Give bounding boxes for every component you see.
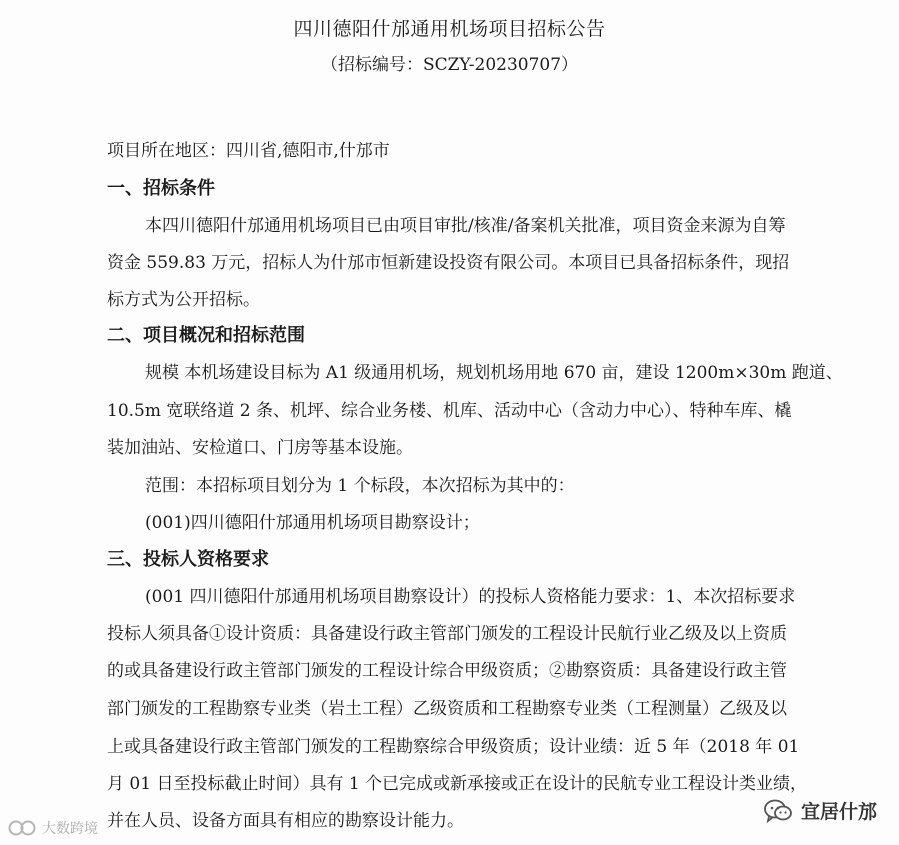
logo-icon (8, 818, 38, 838)
tender-number: （招标编号：SCZY-20230707） (320, 55, 579, 75)
platform-watermark (8, 818, 98, 838)
paragraph-line: 部门颁发的工程勘察专业类（岩土工程）乙级资质和工程勘察专业类（工程测量）乙级及以 (107, 699, 787, 719)
paragraph-line: (001)四川德阳什邡通用机场项目勘察设计； (145, 513, 480, 533)
section-heading-2: 二、项目概况和招标范围 (107, 325, 305, 346)
paragraph-line: 规模 本机场建设目标为 A1 级通用机场，规划机场用地 670 亩，建设 1200m×30m 跑道、 (145, 363, 843, 383)
paragraph-line: 范围：本招标项目划分为 1 个标段，本次招标为其中的： (145, 476, 575, 496)
paragraph-line: 本四川德阳什邡通用机场项目已由项目审批/核准/备案机关批准，项目资金来源为自筹 (145, 216, 786, 236)
wechat-account-name: 宜居什邡 (800, 801, 877, 823)
paragraph-line: 装加油站、安检道口、门房等基本设施。 (107, 438, 413, 458)
paragraph-line: 资金 559.83 万元，招标人为什邡市恒新建设投资有限公司。本项目已具备招标条件，现招 (107, 253, 790, 273)
section-heading-3: 三、投标人资格要求 (107, 549, 269, 570)
section-heading-1: 一、招标条件 (107, 178, 215, 199)
paragraph-line: (001 四川德阳什邡通用机场项目勘察设计）的投标人资格能力要求：1、本次招标要求 (145, 587, 796, 607)
paragraph-line: 上或具备建设行政主管部门颁发的工程勘察综合甲级资质；设计业绩：近 5 年（2018 年 01 (107, 737, 800, 757)
document-title: 四川德阳什邡通用机场项目招标公告 (293, 18, 606, 40)
wechat-icon (763, 798, 793, 824)
project-location: 项目所在地区：四川省,德阳市,什邡市 (107, 141, 390, 161)
wechat-watermark (763, 797, 877, 824)
paragraph-line: 投标人须具备①设计资质：具备建设行政主管部门颁发的工程设计民航行业乙级及以上资质 (107, 624, 787, 644)
paragraph-line: 并在人员、设备方面具有相应的勘察设计能力。 (107, 811, 464, 831)
paragraph-line: 标方式为公开招标。 (107, 290, 260, 310)
platform-name: 大数跨境 (42, 821, 98, 837)
paragraph-line: 10.5m 宽联络道 2 条、机坪、综合业务楼、机库、活动中心（含动力中心）、特种车库、橇 (107, 401, 792, 421)
paragraph-line: 的或具备建设行政主管部门颁发的工程设计综合甲级资质；②勘察资质：具备建设行政主管 (107, 661, 787, 681)
paragraph-line: 月 01 日至投标截止时间）具有 1 个已完成或新承接或正在设计的民航专业工程设计类业绩， (107, 774, 808, 794)
